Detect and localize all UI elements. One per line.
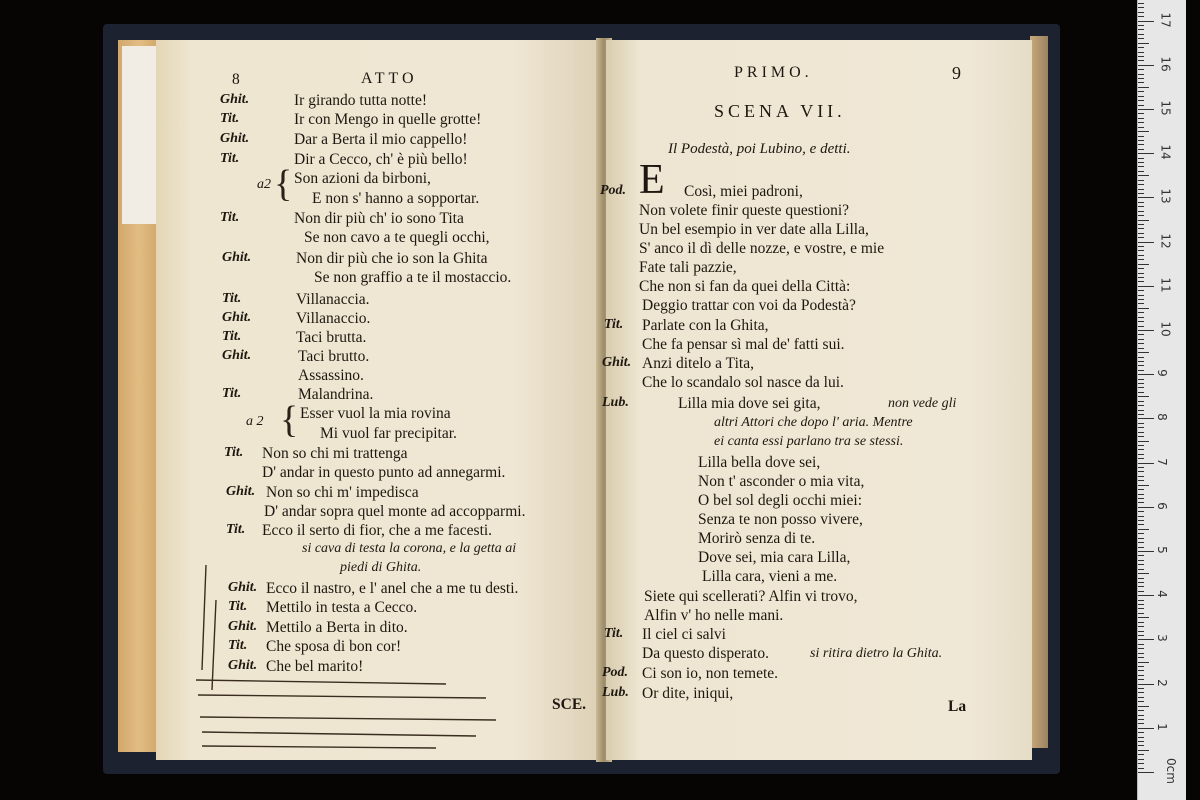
ruler-tick [1138,516,1144,517]
ruler-tick [1138,772,1154,773]
ruler-tick [1138,471,1144,472]
ruler-tick [1138,69,1144,70]
ruler-tick [1138,547,1144,548]
verse-line: Lilla mia dove sei gita, [678,395,821,412]
a2-marker: a2 [257,177,271,192]
verse-line: Un bel esempio in ver date alla Lilla, [639,221,869,238]
ruler-tick [1138,582,1144,583]
ruler-tick [1138,432,1144,433]
speaker-label: Tit. [224,445,244,460]
pen-strike-marks [186,560,506,760]
ruler-tick [1138,96,1144,97]
verse-line: O bel sol degli occhi miei: [698,492,863,509]
ruler-tick [1138,763,1144,764]
ruler-tick [1138,502,1144,503]
ruler-tick [1138,180,1144,181]
ruler-tick [1138,228,1144,229]
verse-line: Non t' asconder o mia vita, [698,473,865,490]
ruler-label: 0cm [1163,758,1178,784]
ruler-label: 16 [1158,56,1173,72]
ruler-tick [1138,741,1144,742]
measurement-ruler [1137,0,1186,800]
verse-line: Ir girando tutta notte! [294,92,427,109]
ruler-tick [1138,454,1144,455]
ruler-label: 2 [1154,678,1169,687]
ruler-tick [1138,768,1144,769]
ruler-tick [1138,555,1144,556]
ruler-tick [1138,224,1144,225]
ruler-tick [1138,445,1144,446]
speaker-label: Tit. [226,522,246,537]
ruler-label: 6 [1154,501,1169,510]
ruler-tick [1138,281,1144,282]
ruler-tick [1138,317,1144,318]
ruler-tick [1138,679,1144,680]
ruler-tick [1138,639,1154,640]
verse-line: Non dir più ch' io sono Tita [294,210,464,227]
ruler-tick [1138,427,1144,428]
ruler-tick [1138,573,1149,574]
stage-direction: ei canta essi parlano tra se stessi. [714,434,904,449]
ruler-tick [1138,246,1144,247]
verse-line: Dir a Cecco, ch' è più bello! [294,151,468,168]
ruler-tick [1138,533,1144,534]
catchword: SCE. [552,696,587,713]
ruler-label: 8 [1154,413,1169,422]
ruler-tick [1138,237,1144,238]
verse-line: Il ciel ci salvi [642,626,726,643]
page-number: 9 [952,63,961,83]
ruler-tick [1138,34,1144,35]
ruler-tick [1138,220,1149,221]
ruler-tick [1138,153,1154,154]
verse-line: Che sposa di bon cor! [266,638,402,655]
ruler-tick [1138,189,1144,190]
speaker-label: Pod. [602,665,629,680]
speaker-label: Ghit. [228,658,258,673]
ruler-tick [1138,250,1144,251]
ruler-tick [1138,467,1144,468]
ruler-label: 15 [1158,100,1173,116]
ruler-tick [1138,184,1144,185]
ruler-tick [1138,631,1144,632]
ruler-label: 11 [1158,277,1173,293]
ruler-tick [1138,586,1144,587]
ruler-tick [1138,109,1154,110]
ruler-tick [1138,113,1144,114]
ruler-label: 5 [1154,546,1169,554]
ruler-tick [1138,387,1144,388]
speaker-label: Tit. [228,599,248,614]
ruler-tick [1138,463,1154,464]
ruler-tick [1138,3,1144,4]
ruler-tick [1138,65,1154,66]
ruler-tick [1138,100,1144,101]
ruler-tick [1138,383,1144,384]
ruler-tick [1138,43,1149,44]
ruler-tick [1138,299,1144,300]
ruler-label: 4 [1154,590,1169,599]
ruler-tick [1138,648,1144,649]
ruler-tick [1138,47,1144,48]
ruler-tick [1138,312,1144,313]
ruler-tick [1138,754,1144,755]
verse-line: Ci son io, non temete. [642,665,779,682]
ruler-tick [1138,723,1144,724]
verse-line: Se non graffio a te il mostaccio. [314,269,512,286]
speaker-label: Ghit. [226,484,256,499]
verse-line: Alfin v' ho nelle mani. [644,607,784,624]
ruler-tick [1138,489,1144,490]
ruler-tick [1138,657,1144,658]
ruler-tick [1138,745,1144,746]
ruler-tick [1138,242,1154,243]
ruler-tick [1138,684,1154,685]
ruler-tick [1138,449,1144,450]
ruler-tick [1138,357,1144,358]
verse-line: D' andar in questo punto ad annegarmi. [262,464,506,481]
speaker-label: Tit. [228,638,248,653]
ruler-tick [1138,524,1144,525]
ruler-label: 14 [1158,144,1173,160]
ruler-tick [1138,348,1144,349]
verse-line: Dove sei, mia cara Lilla, [698,549,851,566]
ruler-tick [1138,701,1144,702]
ruler-tick [1138,710,1144,711]
brace: { [280,399,299,441]
ruler-tick [1138,441,1149,442]
ruler-tick [1138,604,1144,605]
ruler-tick [1138,608,1144,609]
speaker-label: Pod. [600,183,627,198]
ruler-tick [1138,122,1144,123]
ruler-tick [1138,476,1144,477]
ruler-tick [1138,259,1144,260]
speaker-label: Lub. [602,395,629,410]
ruler-tick [1138,206,1144,207]
ruler-tick [1138,82,1144,83]
speaker-label: Tit. [222,386,242,401]
ruler-tick [1138,127,1144,128]
stage-direction: si cava di testa la corona, e la getta ai [302,541,517,556]
ruler-tick [1138,7,1144,8]
ruler-tick [1138,352,1149,353]
ruler-tick [1138,560,1144,561]
speaker-label: Tit. [222,329,242,344]
ruler-tick [1138,396,1149,397]
ruler-tick [1138,343,1144,344]
speaker-label: Ghit. [222,348,252,363]
ruler-label: 10 [1158,321,1173,337]
verse-line: Mi vuol far precipitar. [320,425,457,442]
ruler-tick [1138,166,1144,167]
ruler-tick [1138,131,1149,132]
stage-direction: piedi di Ghita. [340,560,422,575]
ruler-tick [1138,617,1149,618]
verse-line: Or dite, iniqui, [642,685,734,702]
ruler-tick [1138,149,1144,150]
ruler-tick [1138,370,1144,371]
a2-marker: a 2 [246,414,264,429]
verse-line: Deggio trattar con voi da Podestà? [642,297,856,314]
ruler-tick [1138,215,1144,216]
verse-line: Anzi ditelo a Tita, [642,355,754,372]
speaker-label: Ghit. [220,92,250,107]
ruler-tick [1138,158,1144,159]
verse-line: Mettilo in testa a Cecco. [266,599,418,616]
ruler-tick [1138,255,1144,256]
ruler-label: 9 [1154,369,1169,378]
drop-cap: E [639,157,665,203]
verse-line: Se non cavo a te quegli occhi, [304,229,490,246]
ruler-tick [1138,622,1144,623]
brace: { [274,163,293,205]
ruler-tick [1138,25,1144,26]
ruler-tick [1138,171,1144,172]
paper-slip [122,46,156,224]
ruler-tick [1138,175,1149,176]
ruler-label: 13 [1158,188,1173,205]
ruler-tick [1138,330,1154,331]
ruler-tick [1138,692,1144,693]
ruler-tick [1138,87,1149,88]
verse-line: E non s' hanno a sopportar. [312,190,480,207]
ruler-tick [1138,339,1144,340]
ruler-tick [1138,737,1144,738]
ruler-tick [1138,578,1144,579]
ruler-tick [1138,542,1144,543]
ruler-tick [1138,361,1144,362]
verse-line: S' anco il dì delle nozze, e vostre, e mie [639,240,885,257]
verse-line: Da questo disperato. [642,645,769,662]
ruler-tick [1138,719,1144,720]
ruler-tick [1138,365,1144,366]
catchword: La [948,698,967,715]
speaker-label: Tit. [604,317,624,332]
left-page [156,40,602,760]
ruler-tick [1138,233,1144,234]
ruler-tick [1138,414,1144,415]
right-page [600,40,1032,760]
verse-line: Villanaccia. [296,291,370,308]
speaker-label: Lub. [602,685,629,700]
ruler-tick [1138,644,1144,645]
verse-line: Malandrina. [298,386,374,403]
ruler-tick [1138,308,1149,309]
ruler-tick [1138,334,1144,335]
ruler-tick [1138,193,1144,194]
ruler-tick [1138,211,1144,212]
ruler-tick [1138,38,1144,39]
verse-line: Che lo scandalo sol nasce da lui. [642,374,844,391]
ruler-tick [1138,264,1149,265]
ruler-tick [1138,670,1144,671]
ruler-tick [1138,60,1144,61]
stage-direction: Il Podestà, poi Lubino, e detti. [668,141,851,157]
ruler-tick [1138,697,1144,698]
ruler-tick [1138,303,1144,304]
ruler-tick [1138,29,1144,30]
ruler-tick [1138,520,1144,521]
verse-line: Villanaccio. [296,310,371,327]
ruler-tick [1138,591,1144,592]
verse-line: Ecco il serto di fior, che a me facesti. [262,522,493,539]
ruler-tick [1138,485,1149,486]
ruler-label: 3 [1154,634,1169,643]
verse-line: Lilla bella dove sei, [698,454,821,471]
ruler-tick [1138,326,1144,327]
speaker-label: Ghit. [228,580,258,595]
ruler-tick [1138,418,1154,419]
running-head: ATTO [361,70,418,87]
ruler-tick [1138,118,1144,119]
verse-line: Così, miei padroni, [684,183,803,200]
speaker-label: Ghit. [602,355,632,370]
ruler-tick [1138,405,1144,406]
verse-line: Non dir più che io son la Ghita [296,250,488,267]
verse-line: Che fa pensar sì mal de' fatti sui. [642,336,845,353]
verse-line: Non so chi m' impedisca [266,484,419,501]
ruler-tick [1138,458,1144,459]
speaker-label: Tit. [222,291,242,306]
ruler-tick [1138,613,1144,614]
speaker-label: Ghit. [220,131,250,146]
verse-line: Mettilo a Berta in dito. [266,619,408,636]
ruler-tick [1138,56,1144,57]
verse-line: Taci brutta. [296,329,367,346]
ruler-tick [1138,715,1144,716]
ruler-tick [1138,688,1144,689]
ruler-tick [1138,392,1144,393]
verse-line: Esser vuol la mia rovina [300,405,451,422]
ruler-tick [1138,436,1144,437]
speaker-label: Tit. [604,626,624,641]
ruler-tick [1138,480,1144,481]
ruler-tick [1138,706,1149,707]
ruler-tick [1138,728,1154,729]
ruler-tick [1138,268,1144,269]
verse-line: Non so chi mi trattenga [262,445,408,462]
verse-line: Ir con Mengo in quelle grotte! [294,111,482,128]
verse-line: Non volete finir queste questioni? [639,202,850,219]
ruler-tick [1138,423,1144,424]
ruler-tick [1138,759,1144,760]
ruler-tick [1138,74,1144,75]
ruler-tick [1138,507,1154,508]
page-number: 8 [232,71,240,88]
ruler-tick [1138,538,1144,539]
ruler-tick [1138,197,1154,198]
ruler-tick [1138,551,1154,552]
ruler-tick [1138,635,1144,636]
stage-direction: si ritira dietro la Ghita. [810,646,943,661]
ruler-tick [1138,600,1144,601]
ruler-tick [1138,202,1144,203]
ruler-tick [1138,732,1144,733]
ruler-tick [1138,21,1154,22]
ruler-tick [1138,105,1144,106]
book-page-edges-right [1030,36,1048,748]
verse-line: Ecco il nastro, e l' anel che a me tu desti. [266,580,519,597]
ruler-tick [1138,144,1144,145]
ruler-tick [1138,595,1154,596]
ruler-tick [1138,162,1144,163]
speaker-label: Ghit. [222,310,252,325]
ruler-tick [1138,564,1144,565]
verse-line: D' andar sopra quel monte ad accopparmi. [264,503,526,520]
ruler-tick [1138,136,1144,137]
ruler-tick [1138,286,1154,287]
ruler-tick [1138,569,1144,570]
speaker-label: Tit. [220,210,240,225]
speaker-label: Tit. [220,151,240,166]
ruler-tick [1138,78,1144,79]
ruler-tick [1138,91,1144,92]
ruler-tick [1138,410,1144,411]
ruler-tick [1138,511,1144,512]
ruler-tick [1138,16,1144,17]
ruler-tick [1138,321,1144,322]
ruler-tick [1138,653,1144,654]
ruler-tick [1138,626,1144,627]
verse-line: Parlate con la Ghita, [642,317,769,334]
ruler-tick [1138,666,1144,667]
speaker-label: Tit. [220,111,240,126]
speaker-label: Ghit. [222,250,252,265]
stage-direction: altri Attori che dopo l' aria. Mentre [714,415,913,430]
verse-line: Lilla cara, vieni a me. [702,568,838,585]
ruler-tick [1138,662,1149,663]
verse-line: Fate tali pazzie, [639,259,737,276]
verse-line: Dar a Berta il mio cappello! [294,131,468,148]
ruler-tick [1138,675,1144,676]
ruler-tick [1138,52,1144,53]
ruler-tick [1138,140,1144,141]
ruler-tick [1138,295,1144,296]
ruler-label: 1 [1154,722,1169,731]
ruler-tick [1138,273,1144,274]
stage-direction: non vede gli [888,396,957,411]
ruler-label: 7 [1154,457,1169,466]
verse-line: Assassino. [298,367,364,384]
speaker-label: Ghit. [228,619,258,634]
verse-line: Son azioni da birboni, [294,170,431,187]
verse-line: Senza te non posso vivere, [698,511,863,528]
running-head: PRIMO. [734,64,813,81]
ruler-tick [1138,374,1154,375]
ruler-label: 12 [1158,232,1173,249]
verse-line: Taci brutto. [298,348,370,365]
verse-line: Morirò senza di te. [698,530,816,547]
ruler-tick [1138,750,1149,751]
verse-line: Siete qui scellerati? Alfin vi trovo, [644,588,858,605]
ruler-tick [1138,12,1144,13]
ruler-tick [1138,290,1144,291]
verse-line: Che non si fan da quei della Città: [639,278,851,295]
ruler-tick [1138,277,1144,278]
ruler-label: 17 [1158,11,1173,28]
ruler-tick [1138,401,1144,402]
ruler-tick [1138,494,1144,495]
ruler-tick [1138,498,1144,499]
verse-line: Che bel marito! [266,658,364,675]
ruler-tick [1138,529,1149,530]
ruler-tick [1138,379,1144,380]
scene-title: SCENA VII. [714,101,846,121]
